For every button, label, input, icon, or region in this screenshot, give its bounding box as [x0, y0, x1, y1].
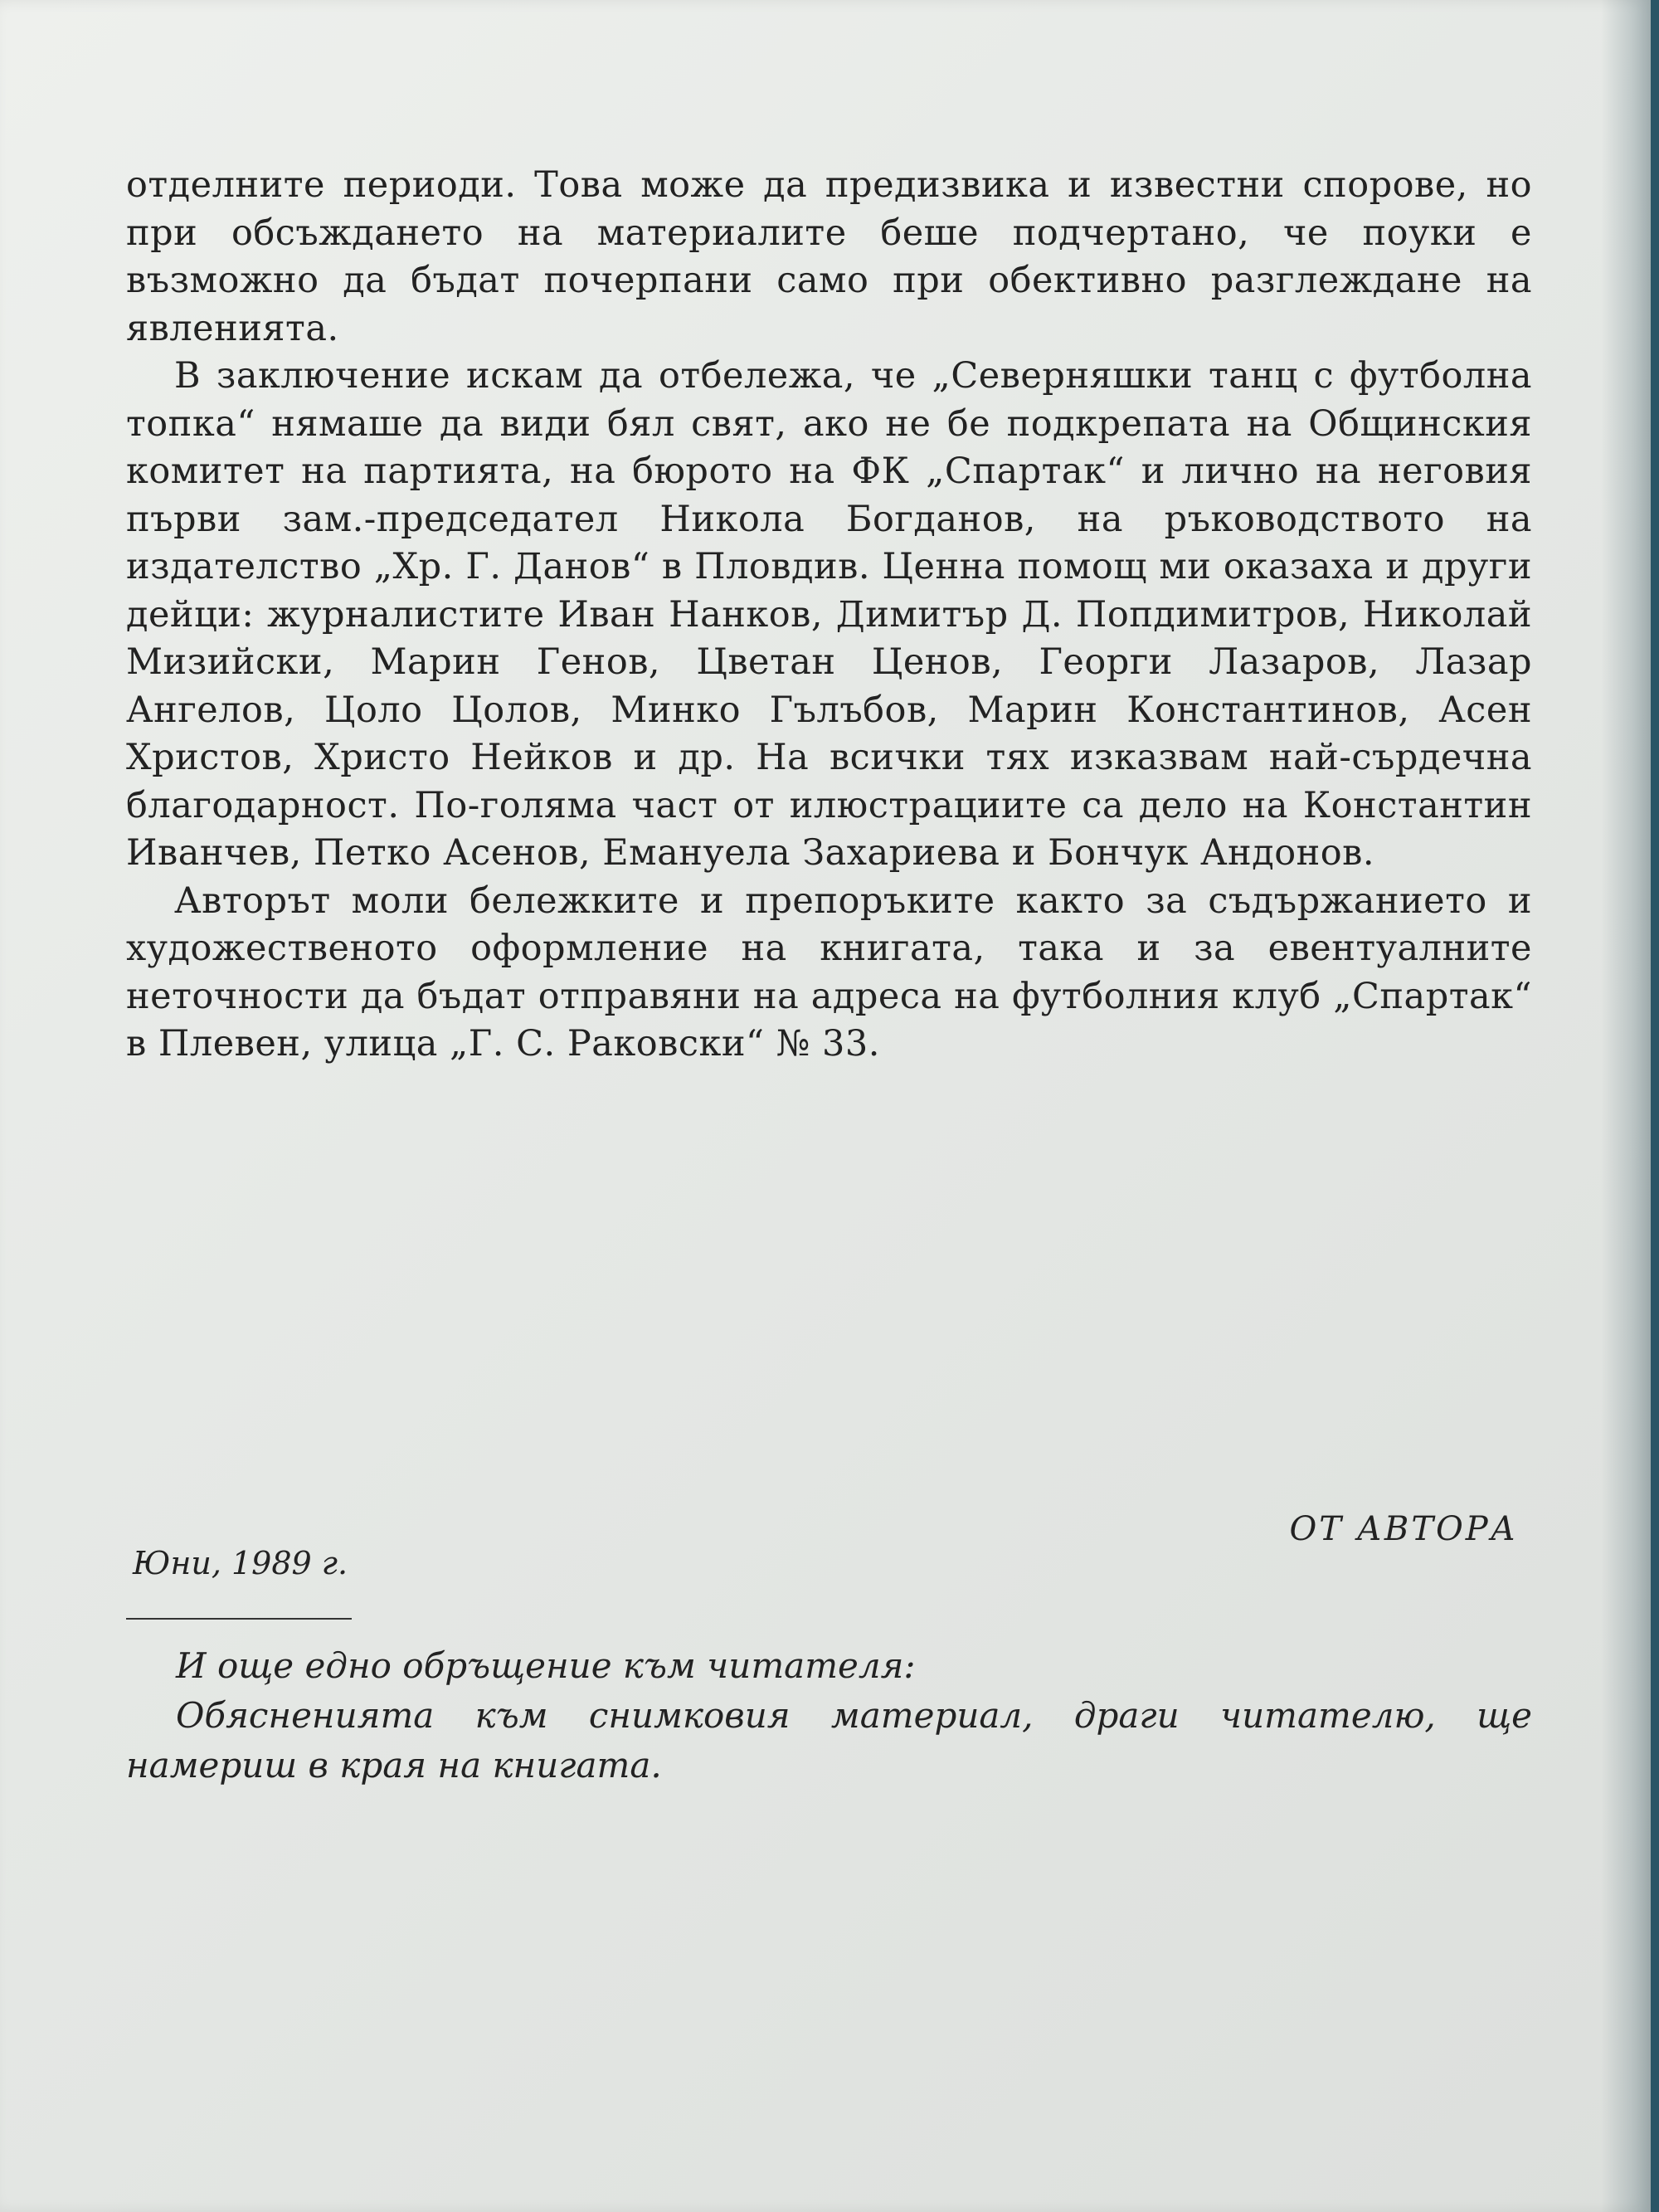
paragraph-3: Авторът моли бележките и препоръките както за съдържанието и художественото оформление на книгата, така и за евентуалните неточности да бъдат отправяни на адреса на футболния клуб „Спартак“ в Плевен, улица „Г. С. Раковски“ № 33.	[126, 879, 1532, 1065]
paragraph-2: В заключение искам да отбележа, че „Северняшки танц с футболна топка“ нямаше да види бял свят, ако не бе подкрепата на Общинския комитет на партията, на бюрото на ФК „Спартак“ и лично на неговия първи зам.-председател Никола Богданов, на ръководството на издателство „Хр. Г. Данов“ в Пловдив. Ценна помощ ми оказаха и други дейци: журналистите Иван Нанков, Димитър Д. Попдимитров, Николай Мизийски, Марин Генов, Цветан Ценов, Георги Лазаров, Лазар Ангелов, Цоло Цолов, Минко Гълъбов, Марин Константинов, Асен Христов, Христо Нейков и др. На всички тях изказвам най-сърдечна благодарност. По-голяма част от илюстрациите са дело на Константин Иванчев, Петко Асенов, Емануела Захариева и Бончук Андонов.	[126, 355, 1532, 874]
page-edge-shadow	[1601, 0, 1651, 2212]
reader-note	[126, 1641, 1532, 1791]
reader-note-line-1: И още едно обръщение към читателя:	[176, 1645, 916, 1686]
footnote-rule	[126, 1618, 352, 1620]
author-signature: ОТ АВТОРА	[1289, 1510, 1518, 1548]
paragraph-1: отделните периоди. Това може да предизвика и известни спорове, но при обсъждането на материалите беше подчертано, че поуки е възможно да бъдат почерпани само при обективно разглеждане на явленията.	[126, 164, 1532, 349]
body-text	[126, 162, 1532, 1069]
date-line: Юни, 1989 г.	[133, 1545, 348, 1581]
reader-note-line-2: Обясненията към снимковия материал, драги читателю, ще намериш в края на книгата.	[126, 1695, 1532, 1786]
